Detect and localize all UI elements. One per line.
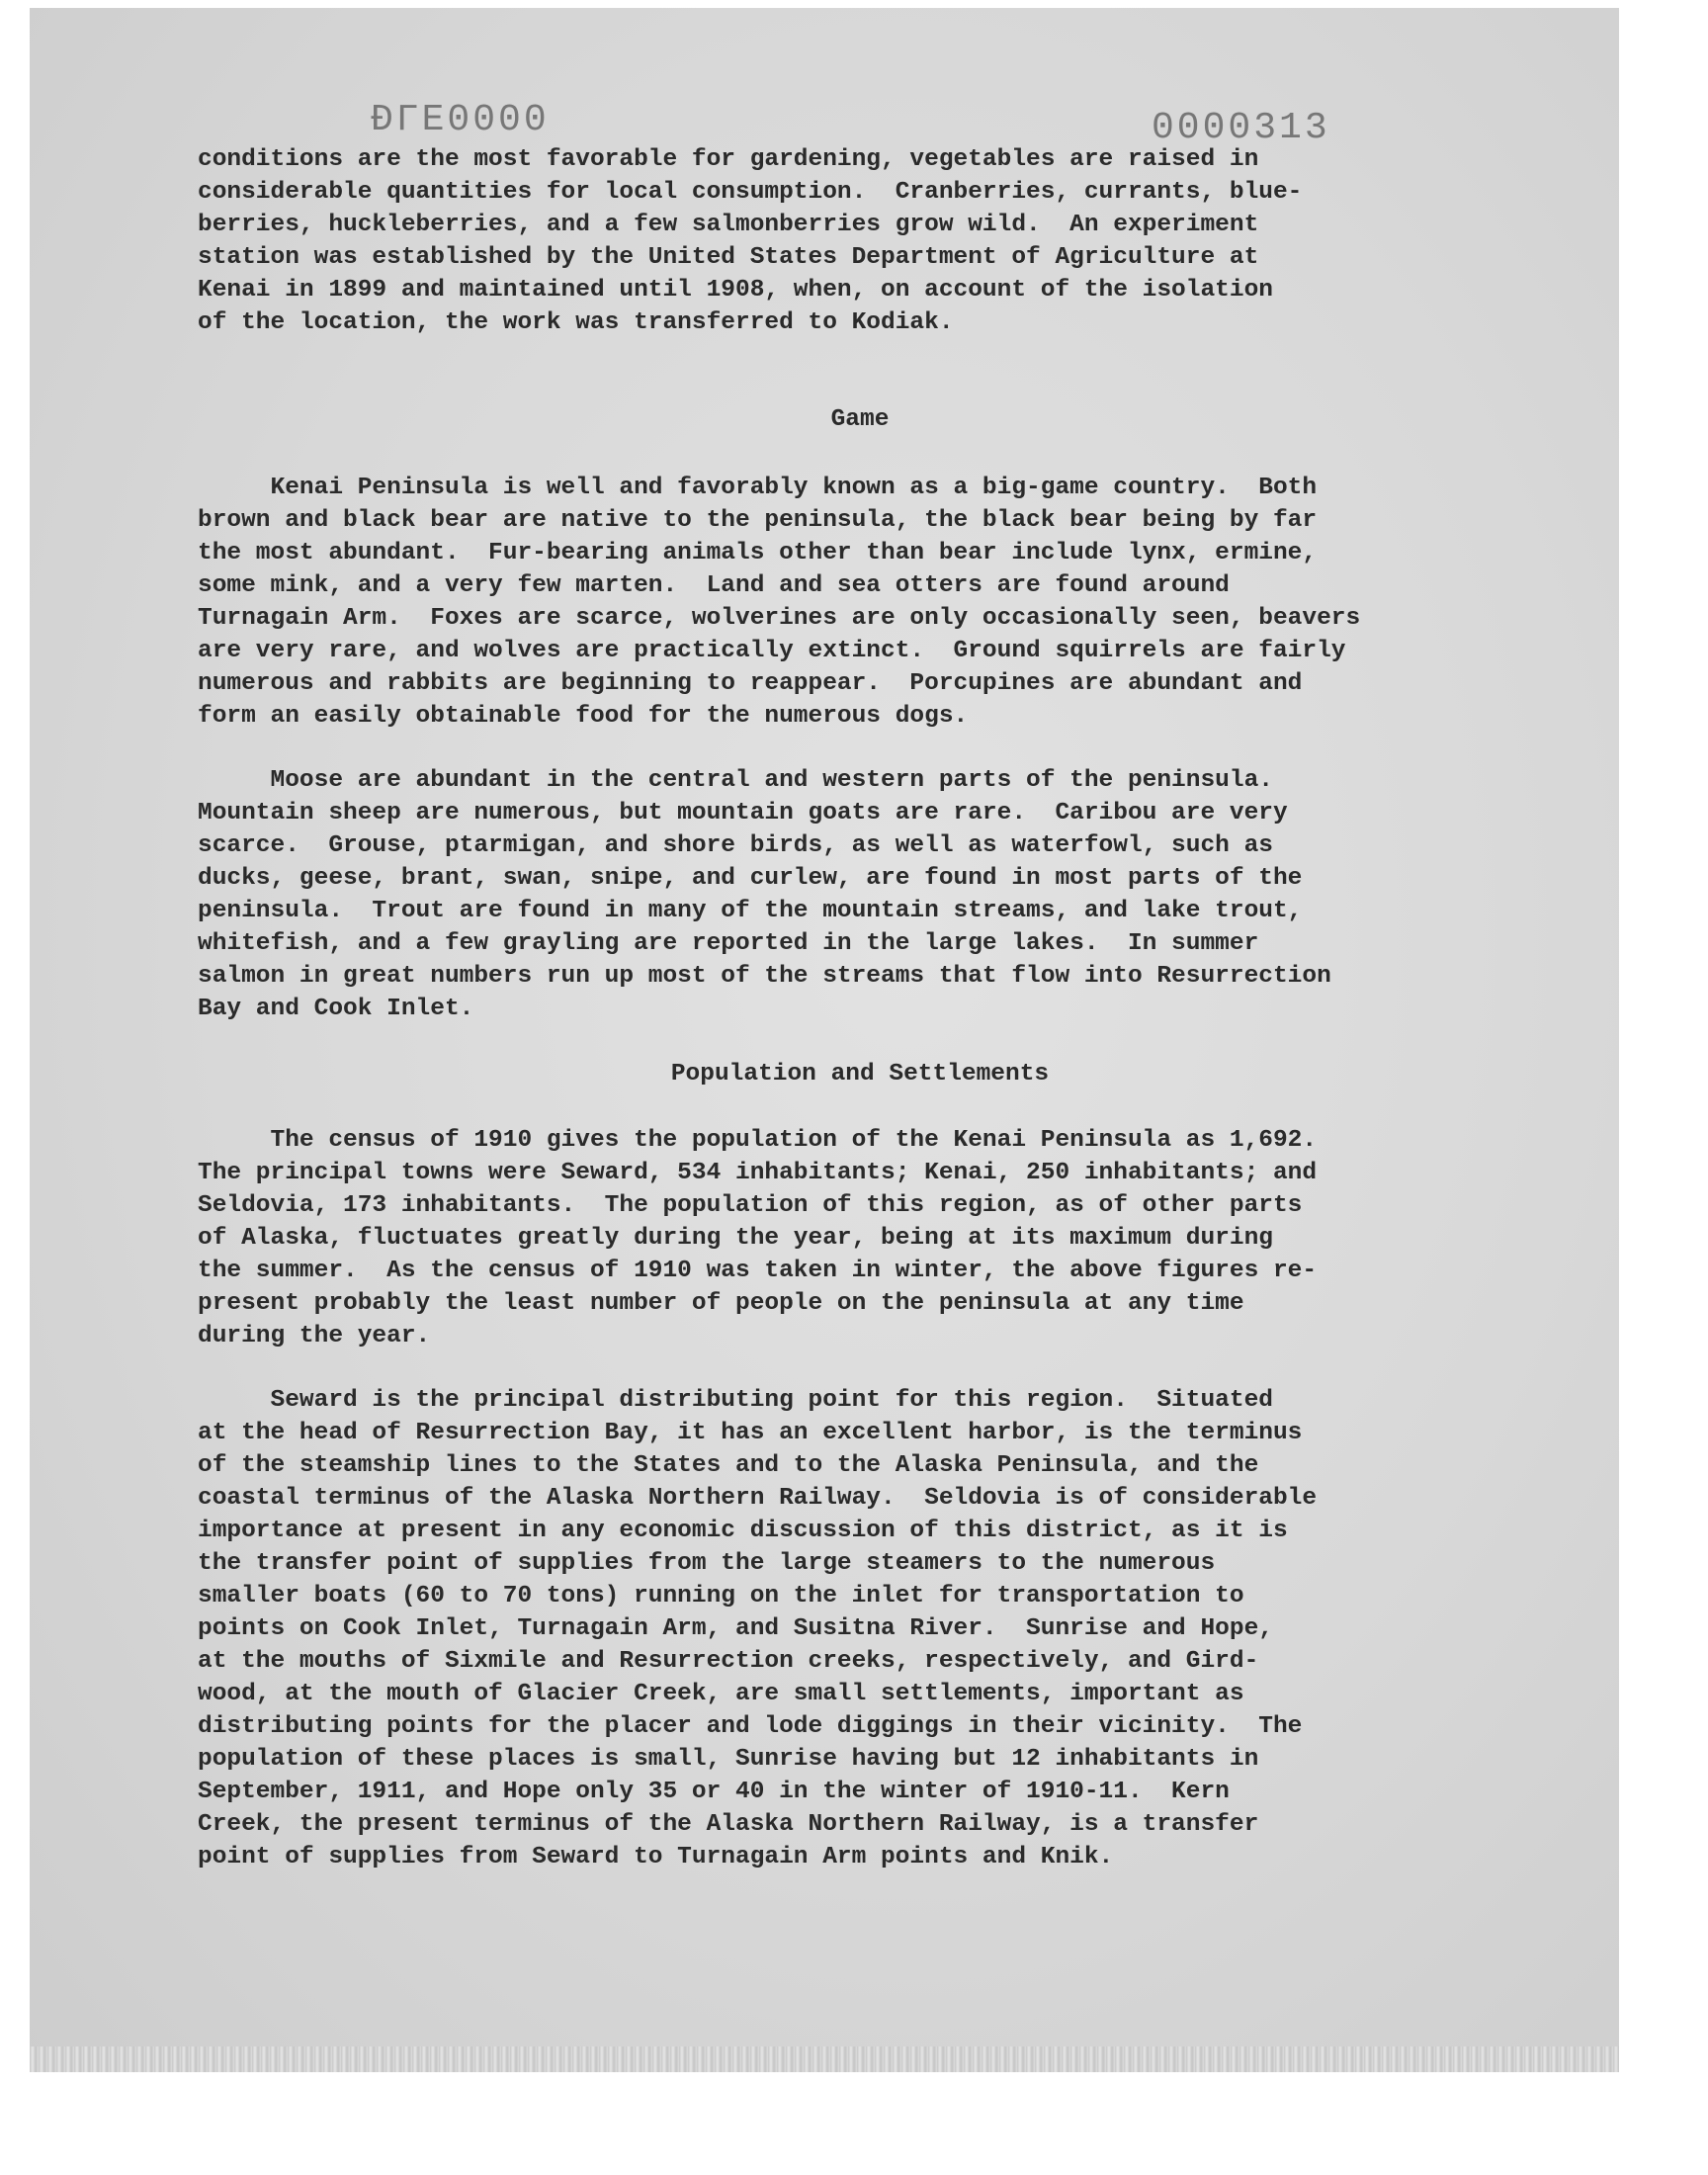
- section-heading-population: Population and Settlements: [670, 1061, 1050, 1088]
- text-line: peninsula. Trout are found in many of the mountain streams, and lake trout,: [198, 898, 1303, 924]
- text-line: Kenai Peninsula is well and favorably known as a big-game country. Both: [198, 475, 1318, 501]
- text-line: coastal terminus of the Alaska Northern Railway. Seldovia is of considerable: [198, 1485, 1318, 1512]
- text-line: the transfer point of supplies from the large steamers to the numerous: [198, 1550, 1216, 1577]
- population-paragraph-2: [198, 1384, 1522, 1873]
- text-line: station was established by the United States Department of Agriculture at: [198, 244, 1259, 271]
- text-line: point of supplies from Seward to Turnagain Arm points and Knik.: [198, 1844, 1114, 1870]
- text-line: the summer. As the census of 1910 was taken in winter, the above figures re-: [198, 1258, 1318, 1284]
- text-line: at the mouths of Sixmile and Resurrection creeks, respectively, and Gird-: [198, 1648, 1259, 1675]
- text-line: present probably the least number of people on the peninsula at any time: [198, 1290, 1244, 1317]
- text-line: points on Cook Inlet, Turnagain Arm, and Susitna River. Sunrise and Hope,: [198, 1615, 1273, 1642]
- text-line: Mountain sheep are numerous, but mountain goats are rare. Caribou are very: [198, 800, 1288, 826]
- text-line: wood, at the mouth of Glacier Creek, are small settlements, important as: [198, 1681, 1244, 1707]
- text-line: considerable quantities for local consumption. Cranberries, currants, blue-: [198, 179, 1303, 206]
- text-line: scarce. Grouse, ptarmigan, and shore birds, as well as waterfowl, such as: [198, 832, 1273, 859]
- text-line: smaller boats (60 to 70 tons) running on the inlet for transportation to: [198, 1583, 1244, 1610]
- text-line: Seward is the principal distributing point for this region. Situated: [198, 1387, 1273, 1414]
- text-line: numerous and rabbits are beginning to reappear. Porcupines are abundant and: [198, 670, 1303, 697]
- page-scan-edge: [30, 2046, 1619, 2072]
- text-line: whitefish, and a few grayling are reported in the large lakes. In summer: [198, 930, 1259, 957]
- intro-paragraph: [198, 143, 1522, 339]
- text-line: Kenai in 1899 and maintained until 1908, when, on account of the isolation: [198, 277, 1273, 304]
- text-line: Creek, the present terminus of the Alaska Northern Railway, is a transfer: [198, 1811, 1259, 1838]
- text-line: of the steamship lines to the States and to the Alaska Peninsula, and the: [198, 1452, 1259, 1479]
- text-line: The principal towns were Seward, 534 inhabitants; Kenai, 250 inhabitants; and: [198, 1160, 1318, 1186]
- stamp-number-left: ĐΓΕ0000: [371, 99, 550, 141]
- text-line: September, 1911, and Hope only 35 or 40 in the winter of 1910-11. Kern: [198, 1779, 1230, 1805]
- text-line: brown and black bear are native to the peninsula, the black bear being by far: [198, 507, 1318, 534]
- text-line: during the year.: [198, 1323, 431, 1349]
- text-line: berries, huckleberries, and a few salmonberries grow wild. An experiment: [198, 212, 1259, 238]
- text-line: of Alaska, fluctuates greatly during the year, being at its maximum during: [198, 1225, 1273, 1252]
- text-line: Moose are abundant in the central and western parts of the peninsula.: [198, 767, 1273, 794]
- section-heading-game: Game: [830, 406, 890, 433]
- game-paragraph-1: [198, 472, 1522, 733]
- text-line: Bay and Cook Inlet.: [198, 996, 474, 1022]
- text-line: some mink, and a very few marten. Land and sea otters are found around: [198, 572, 1230, 599]
- text-line: Turnagain Arm. Foxes are scarce, wolverines are only occasionally seen, beavers: [198, 605, 1361, 632]
- text-line: are very rare, and wolves are practically extinct. Ground squirrels are fairly: [198, 638, 1346, 664]
- game-paragraph-2: [198, 764, 1522, 1025]
- text-line: conditions are the most favorable for gardening, vegetables are raised in: [198, 146, 1259, 173]
- text-line: The census of 1910 gives the population of the Kenai Peninsula as 1,692.: [198, 1127, 1318, 1154]
- text-line: ducks, geese, brant, swan, snipe, and curlew, are found in most parts of the: [198, 865, 1303, 892]
- stamp-number-right: 0000313: [1152, 107, 1330, 149]
- text-line: the most abundant. Fur-bearing animals other than bear include lynx, ermine,: [198, 540, 1318, 566]
- text-line: Seldovia, 173 inhabitants. The population of this region, as of other parts: [198, 1192, 1303, 1219]
- text-line: distributing points for the placer and lode diggings in their vicinity. The: [198, 1713, 1303, 1740]
- text-line: population of these places is small, Sunrise having but 12 inhabitants in: [198, 1746, 1259, 1773]
- text-line: importance at present in any economic discussion of this district, as it is: [198, 1518, 1288, 1544]
- text-line: at the head of Resurrection Bay, it has an excellent harbor, is the terminus: [198, 1420, 1303, 1446]
- text-line: form an easily obtainable food for the numerous dogs.: [198, 703, 969, 730]
- text-line: salmon in great numbers run up most of the streams that flow into Resurrection: [198, 963, 1331, 990]
- population-paragraph-1: [198, 1124, 1522, 1352]
- text-line: of the location, the work was transferred to Kodiak.: [198, 309, 954, 336]
